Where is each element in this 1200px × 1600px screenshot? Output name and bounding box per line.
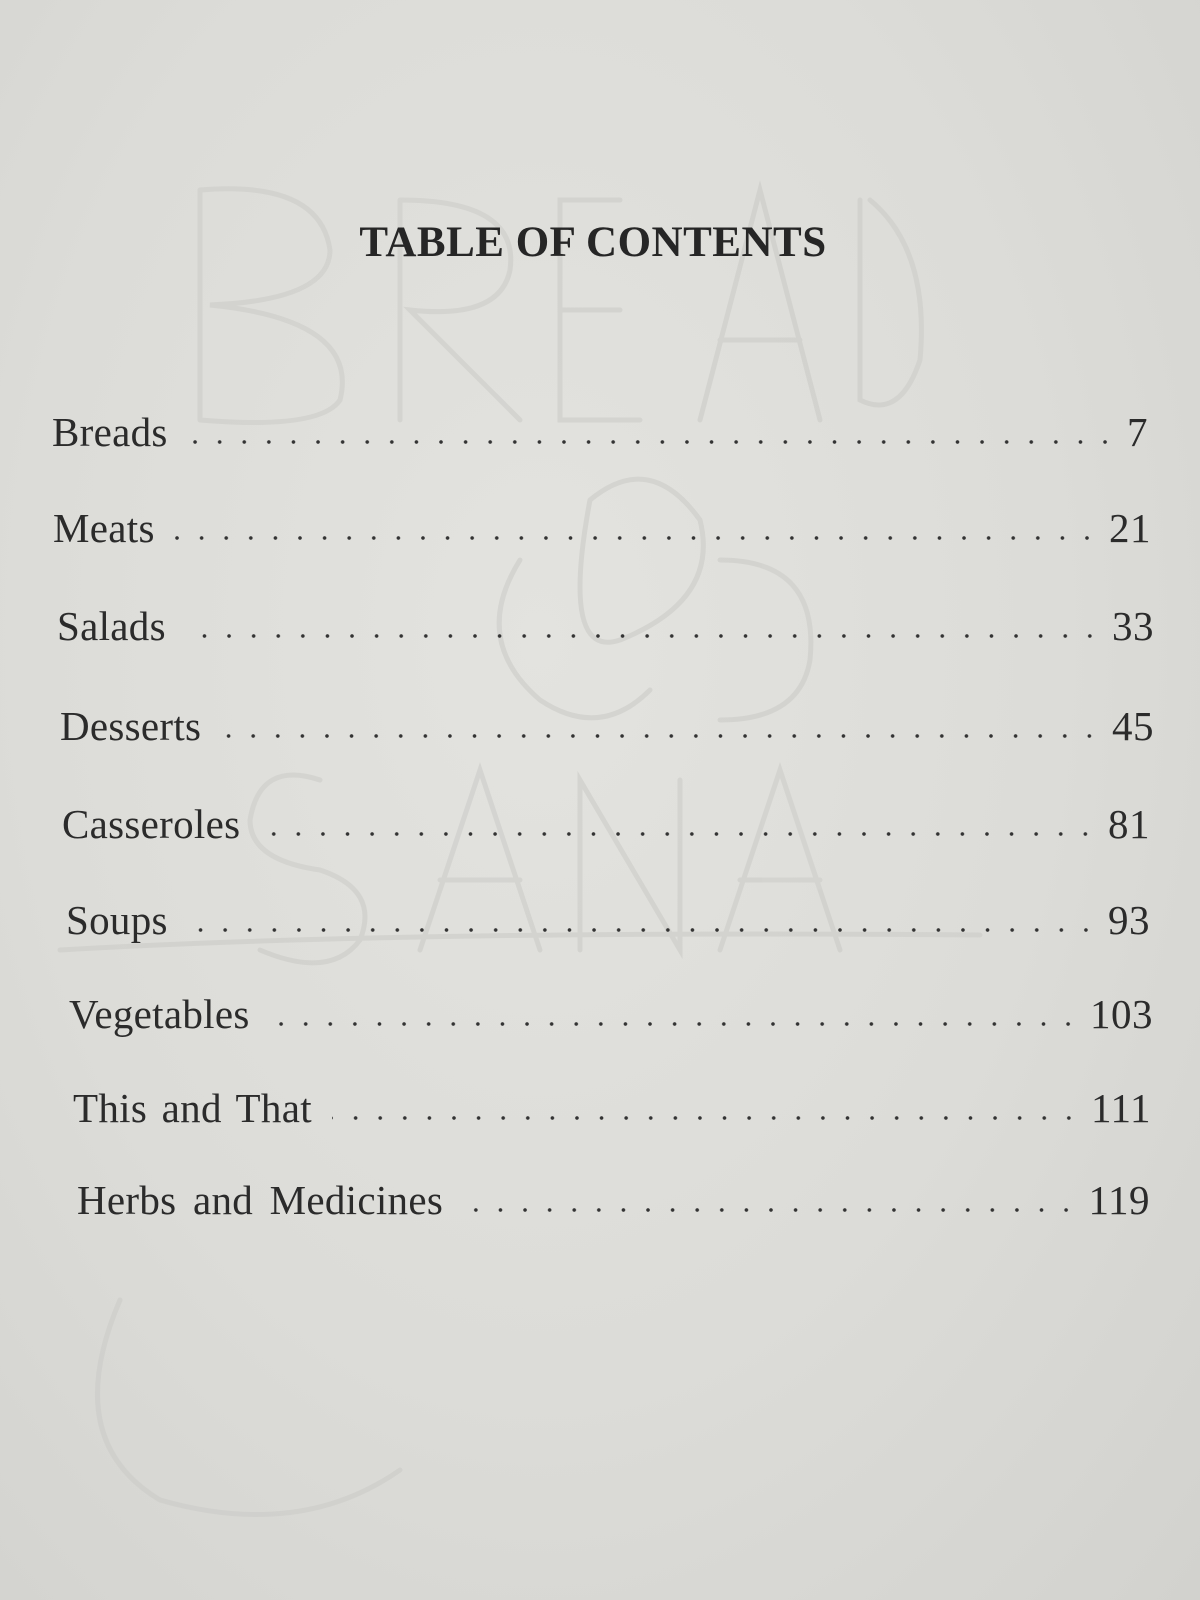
toc-entry-desserts bbox=[60, 703, 1154, 749]
toc-entry-herbs-and-medicines bbox=[77, 1177, 1150, 1223]
dot-leader bbox=[186, 634, 1102, 638]
toc-entry-page-number: 21 bbox=[1109, 505, 1151, 551]
toc-entry-casseroles bbox=[62, 801, 1150, 847]
toc-entry-salads bbox=[57, 603, 1154, 649]
dot-leader bbox=[188, 440, 1117, 444]
toc-entry-meats bbox=[53, 505, 1151, 551]
dot-leader bbox=[188, 928, 1098, 932]
toc-entry-breads bbox=[52, 409, 1148, 455]
toc-entry-label: This and That bbox=[73, 1085, 312, 1131]
toc-entry-label: Salads bbox=[57, 603, 166, 649]
toc-entry-label: Casseroles bbox=[62, 801, 241, 847]
toc-entry-label: Vegetables bbox=[69, 991, 250, 1037]
toc-entry-vegetables bbox=[69, 991, 1153, 1037]
toc-entry-page-number: 81 bbox=[1108, 801, 1150, 847]
toc-entry-page-number: 93 bbox=[1108, 897, 1150, 943]
dot-leader bbox=[175, 536, 1099, 540]
page-title: TABLE OF CONTENTS bbox=[359, 219, 827, 266]
toc-entry-page-number: 45 bbox=[1112, 703, 1154, 749]
dot-leader bbox=[463, 1208, 1078, 1212]
dot-leader bbox=[270, 1022, 1080, 1026]
toc-entry-page-number: 119 bbox=[1088, 1177, 1150, 1223]
toc-entry-this-and-that bbox=[73, 1085, 1151, 1131]
dot-leader bbox=[260, 832, 1098, 836]
toc-entry-label: Soups bbox=[66, 897, 168, 943]
toc-entry-soups bbox=[66, 897, 1150, 943]
toc-entry-page-number: 7 bbox=[1127, 409, 1148, 455]
toc-entry-label: Herbs and Medicines bbox=[77, 1177, 444, 1223]
toc-entry-label: Desserts bbox=[60, 703, 202, 749]
toc-entry-page-number: 111 bbox=[1091, 1085, 1151, 1131]
toc-entry-label: Meats bbox=[53, 505, 155, 551]
dot-leader bbox=[332, 1116, 1081, 1120]
toc-entry-page-number: 33 bbox=[1112, 603, 1154, 649]
toc-entry-label: Breads bbox=[52, 409, 168, 455]
toc-entry-page-number: 103 bbox=[1090, 991, 1153, 1037]
dot-leader bbox=[221, 734, 1102, 738]
